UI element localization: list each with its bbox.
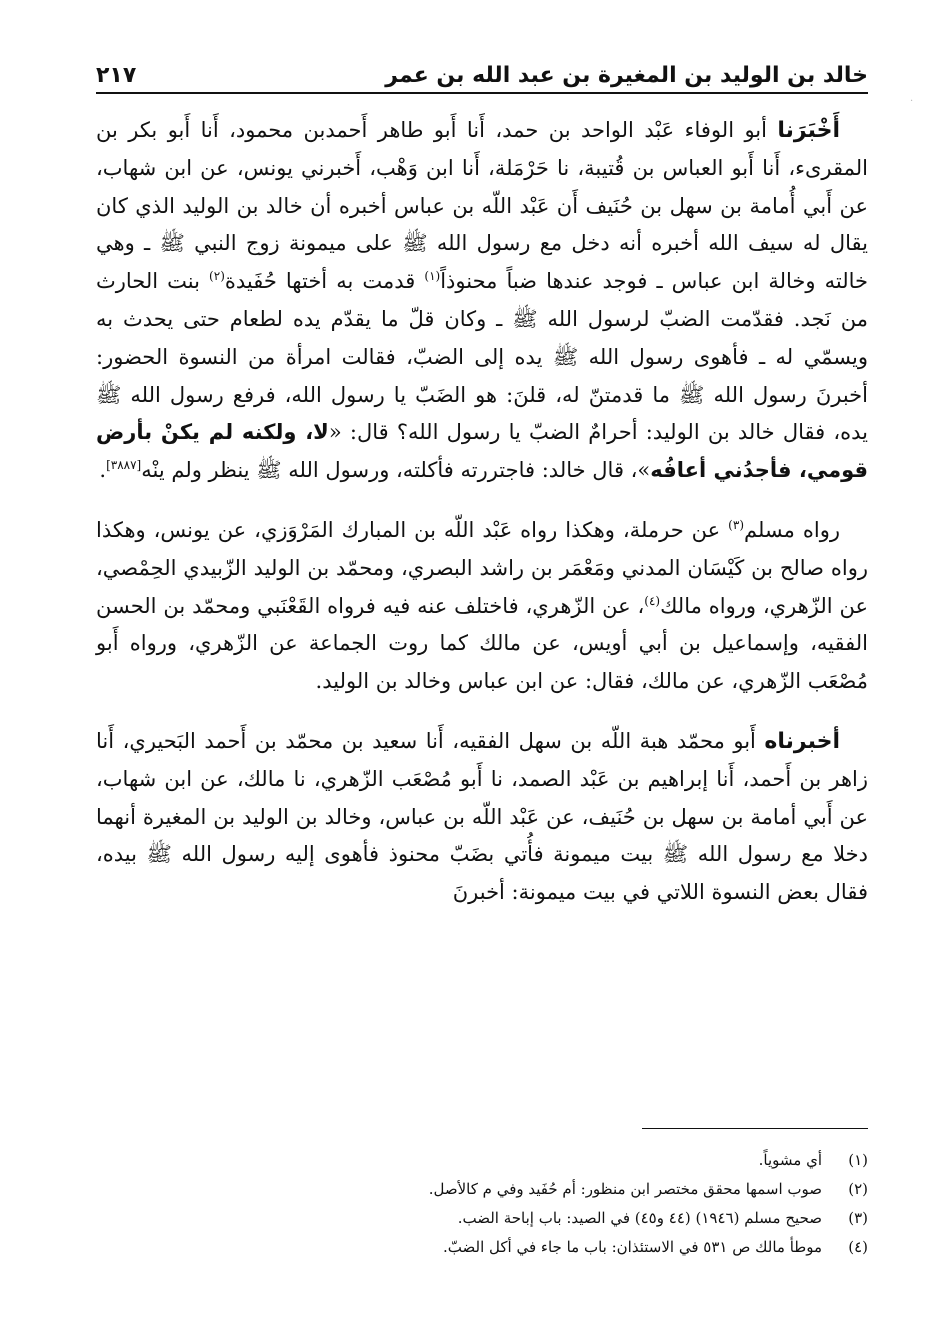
footnote-ref-3: (٣) — [728, 517, 744, 532]
prophet-quote: لا، ولكنه لم يكنْ بأرض قومي، فأجدُني أعافُه — [96, 420, 868, 483]
paragraph-2-text-a: رواه مسلم — [744, 517, 840, 542]
footnote — [96, 1175, 868, 1204]
paragraph-2-text-b: عن حرملة، وهكذا رواه عَبْد اللّه بن المبارك المَرْوَزي، عن يونس، وهكذا رواه صالح بن كَيْسَان المدني ومَعْمَر بن راشد البصري، ومحمّد بن الوليد الزّبيدي الحِمْصي، عن الزّهري، ورواه مالك — [96, 517, 868, 618]
paragraph-1-text-a: أبو الوفاء عَبْد الواحد بن حمد، أَنا أَبو طاهر أَحمدبن محمود، أَنا أَبو بكر بن المقرىء، أَنا أَبو العباس بن قُتيبة، نا حَرْمَلة، أَنا ابن وَهْب، أَخبرني يونس، عن ابن شهاب، عن أَبي أُمامة بن سهل بن حُنَيف أَن عَبْد اللّه بن عباس أخبره أن خالد بن الوليد الذي كان يقال له سيف الله أخبره أنه دخل مع رسول الله ﷺ على ميمونة زوج النبي ﷺ ـ وهي خالته وخالة ابن عباس ـ فوجد عندها ضباً محنوذاً — [96, 118, 868, 294]
footnote-ref-1: (١) — [424, 269, 441, 284]
footnote-number: (٤) — [848, 1238, 868, 1256]
footnote-text: موطأ مالك ص ٥٣١ في الاستئذان: باب ما جاء في أكل الضبّ. — [443, 1238, 822, 1256]
paragraph-1-text-b: قدمت به أختها حُفَيدة — [224, 269, 425, 294]
hadith-number: [٣٨٨٧] — [106, 458, 142, 473]
footnote-ref-4: (٤) — [644, 593, 661, 608]
paragraph-1-end: . — [99, 458, 107, 483]
footnote — [96, 1146, 868, 1175]
footnote-number: (٢) — [848, 1180, 868, 1198]
margin-mark: · — [910, 96, 914, 107]
footnote-divider — [642, 1128, 868, 1129]
paragraph-3-lead: أخبرناه — [764, 728, 840, 754]
footnotes — [96, 1146, 868, 1262]
paragraph-2 — [96, 512, 868, 701]
paragraph-1-text-c: بنت الحارث من نَجد. فقدّمت الضبّ لرسول الله ﷺ ـ وكان قلّ ما يقدّم يده لطعام حتى يحدث به ويسمّي له ـ فأهوى رسول الله ﷺ يده إلى الضبّ، فقالت امرأة من النسوة الحضور: أخبرنَ رسول الله ﷺ ما قدمتنّ له، قلنَ: هو الضَبّ يا رسول الله، فرفع رسول الله ﷺ يده، فقال خالد بن الوليد: أحرامٌ الضبّ يا رسول الله؟ قال: « — [96, 269, 868, 445]
footnote-ref-2: (٢) — [209, 269, 225, 284]
footnote-text: صحيح مسلم (١٩٤٦) (٤٤ و٤٥) في الصيد: باب إباحة الضب. — [457, 1209, 822, 1227]
paragraph-2-text-c: ، عن الزّهري، فاختلف عنه فيه فرواه القَعْنَبي ومحمّد بن الحسن الفقيه، وإسماعيل بن أبي أويس، عن مالك كما روت الجماعة عن الزّهري، ورواه أَبو مُصْعَب الزّهري، عن مالك، فقال: عن ابن عباس وخالد بن الوليد. — [96, 593, 868, 694]
paragraph-1-lead: أَخْبَرَنا — [777, 118, 840, 143]
paragraph-1 — [96, 112, 868, 490]
running-title: خالد بن الوليد بن المغيرة بن عبد الله بن عمر — [385, 63, 868, 88]
footnote — [96, 1204, 868, 1233]
main-text — [96, 112, 868, 912]
footnote — [96, 1233, 868, 1262]
paragraph-3-text: أَبو محمّد هبة اللّه بن سهل الفقيه، أَنا سعيد بن محمّد بن أَحمد البَحيري، أَنا زاهر بن أَحمد، أَنا إبراهيم بن عَبْد الصمد، نا أَبو مُصْعَب الزّهري، نا مالك، عن ابن شهاب، عن أَبي أمامة بن سهل بن حُنَيف، عن عَبْد اللّه بن عباس، وخالد بن الوليد بن المغيرة أنهما دخلا مع رسول الله ﷺ بيت ميمونة فأُتي بضَبّ محنوذ فأهوى إليه رسول الله ﷺ بيده، فقال بعض النسوة اللاتي في بيت ميمونة: أخبرنَ — [96, 728, 868, 905]
footnote-text: صوب اسمها محقق مختصر ابن منظور: أم حُفَيد وفي م كالأصل. — [428, 1180, 822, 1198]
footnote-number: (١) — [848, 1151, 868, 1169]
running-header — [96, 52, 868, 94]
paragraph-3 — [96, 723, 868, 912]
footnote-number: (٣) — [848, 1209, 868, 1227]
footnote-text: أي مشوياً. — [758, 1151, 822, 1169]
paragraph-1-text-d: »، قال خالد: فاجتررته فأكلته، ورسول الله ﷺ ينظر ولم ينْه — [141, 458, 651, 483]
page-number: ٢١٧ — [96, 63, 137, 88]
